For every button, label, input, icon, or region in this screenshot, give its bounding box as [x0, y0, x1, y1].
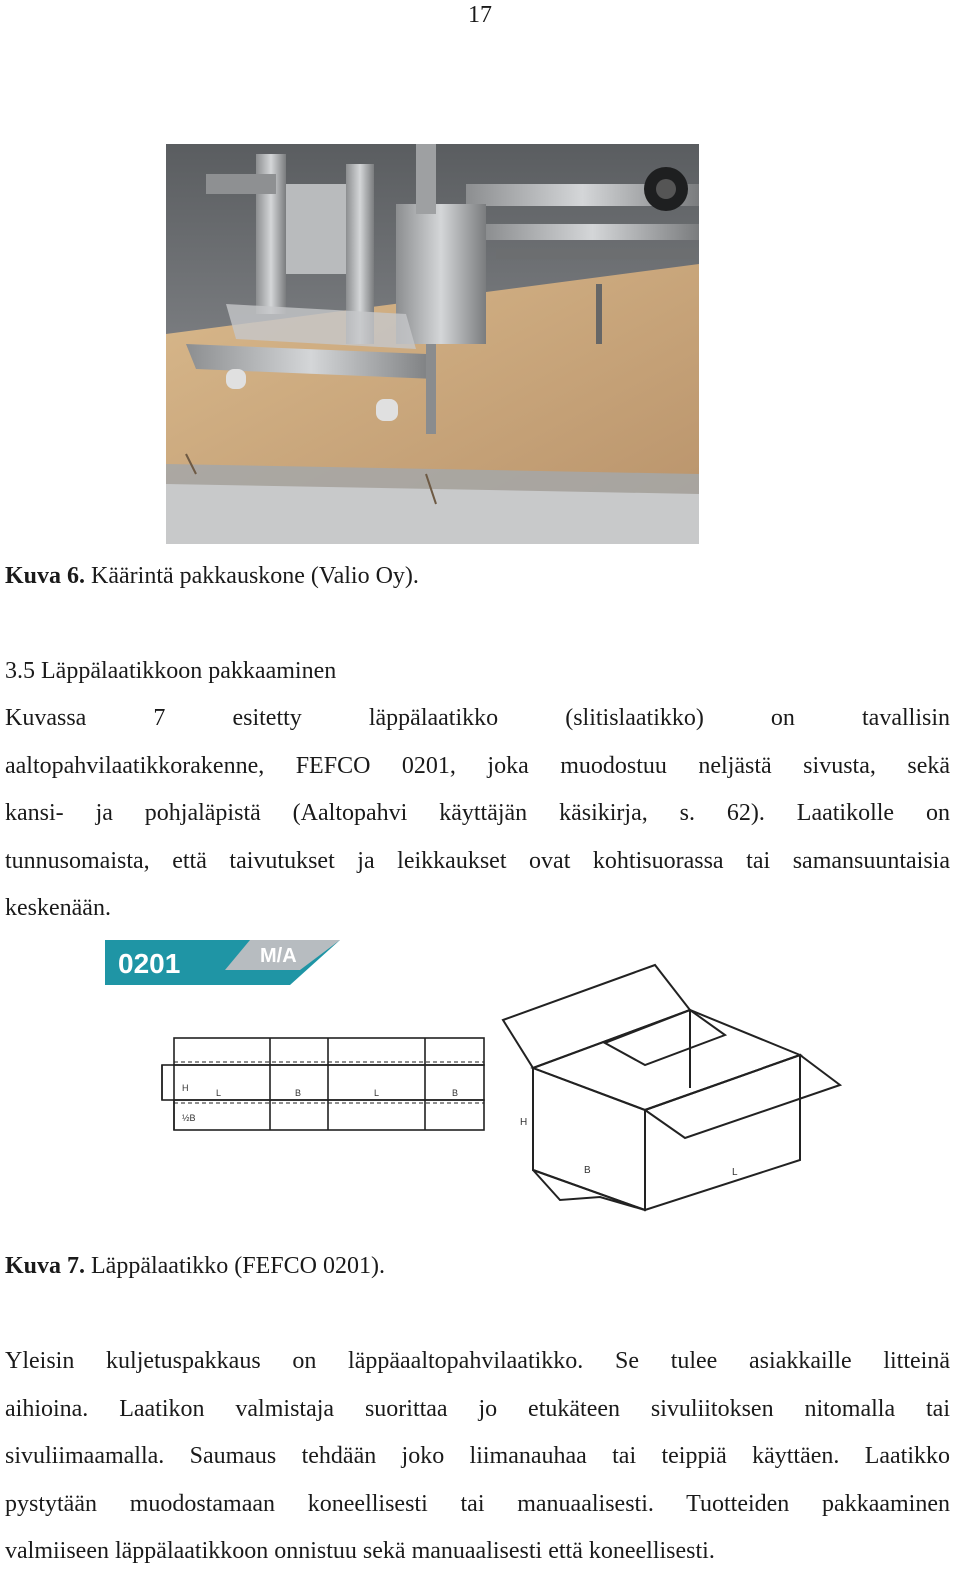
flat-label-l1: L [216, 1088, 222, 1098]
paragraph-2-line: Yleisin kuljetuspakkaus on läppäaaltopahvilaatikko. Se tulee asiakkaille litteinä [5, 1348, 950, 1374]
flat-label-l2: L [374, 1088, 380, 1098]
badge-suffix: M/A [260, 945, 297, 967]
flat-label-b2: B [452, 1088, 459, 1098]
flat-label-h: H [182, 1083, 189, 1093]
flat-label-half-b: ½B [182, 1113, 196, 1123]
figure-7-caption [5, 1251, 385, 1281]
paragraph-1-line: keskenään. [5, 895, 111, 921]
paragraph-2-line: aihioina. Laatikon valmistaja suorittaa jo etukäteen sivuliitoksen nitomalla tai [5, 1395, 950, 1422]
paragraph-1-line: tunnusomaista, että taivutukset ja leikkaukset ovat kohtisuorassa tai samansuuntaisia [5, 847, 950, 874]
figure-6-label: Kuva 6. [5, 563, 86, 589]
erected-box-drawing [503, 965, 840, 1210]
packaging-machine-photo [166, 144, 699, 544]
figure-7-text: Läppälaatikko (FEFCO 0201). [85, 1253, 385, 1279]
badge-code: 0201 [118, 948, 181, 979]
paragraph-2-line: valmiiseen läppälaatikkoon onnistuu sekä manuaalisesti että koneellisesti. [5, 1538, 715, 1564]
section-heading: 3.5 Läppälaatikkoon pakkaaminen [5, 658, 337, 684]
paragraph-1-line: aaltopahvilaatikkorakenne, FEFCO 0201, joka muodostuu neljästä sivusta, sekä [5, 752, 950, 779]
paragraph-2-line: pystytään muodostamaan koneellisesti tai manuaalisesti. Tuotteiden pakkaaminen [5, 1490, 950, 1517]
box-label-b: B [584, 1165, 591, 1176]
figure-6-caption [5, 561, 419, 591]
paragraph-2-line: sivuliimaamalla. Saumaus tehdään joko liimanauhaa tai teippiä käyttäen. Laatikko [5, 1443, 950, 1469]
box-label-l: L [732, 1167, 738, 1178]
paragraph-1-line: kansi- ja pohjaläpistä (Aaltopahvi käyttäjän käsikirja, s. 62). Laatikolle on [5, 800, 950, 826]
paragraph-2 [5, 1338, 950, 1576]
page-number: 17 [468, 2, 492, 28]
figure-6-text: Käärintä pakkauskone (Valio Oy). [85, 563, 419, 589]
box-label-h: H [520, 1117, 528, 1128]
figure-7-label: Kuva 7. [5, 1253, 86, 1279]
paragraph-1 [5, 695, 950, 933]
flat-label-b1: B [295, 1088, 302, 1098]
paragraph-1-line: Kuvassa 7 esitetty läppälaatikko (slitislaatikko) on tavallisin [5, 705, 950, 731]
fefco-0201-diagram [100, 935, 845, 1220]
flat-blank-drawing [162, 1038, 484, 1130]
fefco-badge [105, 940, 340, 985]
